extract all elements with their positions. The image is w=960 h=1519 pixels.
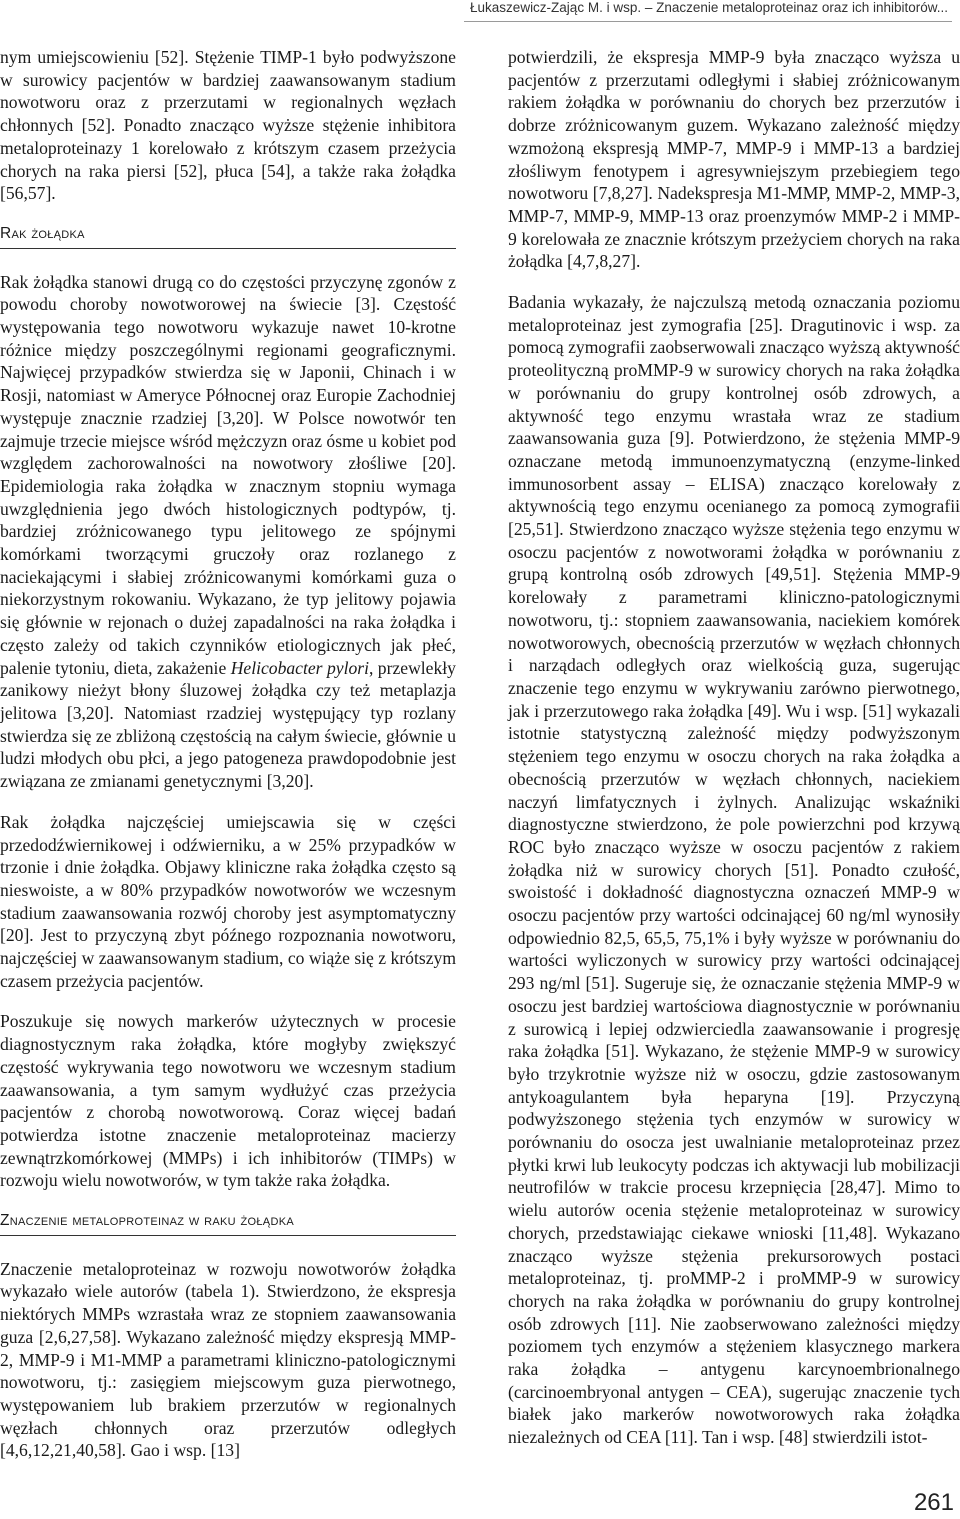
section-heading-text: Rak żołądka — [0, 224, 85, 242]
running-title: Łukaszewicz-Zając M. i wsp. – Znaczenie metaloproteinaz oraz ich inhibitorów... — [470, 0, 948, 15]
paragraph: Poszukuje się nowych markerów użytecznych w procesie diagnostycznym raka żołądka, które mogłyby zwiększyć częstość wykrywania tego nowotworu we wczesnym stadium zaawansowania, a tym samym wydłużyć czas przeżycia pacjentów z chorobą nowotworową. Coraz więcej badań potwierdza istotne znaczenie metaloproteinaz macierzy zewnątrzkomórkowej (MMPs) i ich inhibitorów (TIMPs) w rozwoju wielu nowotworów, w tym także raka żołądka. — [0, 1011, 456, 1191]
section-heading-text: Znaczenie metaloproteinaz w raku żołądka — [0, 1212, 294, 1230]
paragraph: Badania wykazały, że najczulszą metodą oznaczania poziomu metaloproteinaz jest zymografia [25]. Dragutinovic i wsp. za pomocą zymografii zaobserwowali znacząco wyższą aktywność proteolityczną proMMP-9 w surowicy chorych na raka żołądka w porównaniu do grupy kontrolnej osób zdrowych, a aktywność tego enzymu wrastała wraz ze stadium zaawansowania guza [9]. Potwierdzono, że stężenia MMP-9 oznaczane metodą immunoenzymatyczną (enzyme-linked immunosorbent assay – ELISA) znacząco korelowały z aktywnością tego enzymu ocenianego za pomocą zymografii [25,51]. Stwierdzono znacząco wyższe stężenia tego enzymu w osoczu pacjentów z nowotworami żołądka w porównaniu z grupą kontrolną osób zdrowych [49,51]. Stężenia MMP-9 korelowały z parametrami kliniczno-patologicznymi nowotworu, tj.: stopniem zaawansowania, naciekiem komórek nowotworowych, obecnością przerzutów w węzłach chłonnych i narządach odległych oraz wielkością guza, sugerując znaczenie tego enzymu w wykrywaniu zarówno pierwotnego, jak i przerzutowego raka żołądka [49]. Wu i wsp. [51] wykazali istotnie statystyczną zależność między podwyższonym stężeniem tego enzymu w osoczu chorych na raka żołądka a obecnością przerzutów w węzłach chłonnych, naciekiem naczyń limfatycznych i żylnych. Analizując wskaźniki diagnostyczne stwierdzono, że pole powierzchni pod krzywą ROC było znacząco wyższe w osoczu pacjentów z rakiem żołądka niż w surowicy chorych [51]. Ponadto czułość, swoistość i dokładność diagnostyczna oznaczeń MMP-9 w osoczu pacjentów przy wartości odcinającej 60 ng/ml wynosiły odpowiednio 82,5, 65,5, 75,1% i były wyższe w porównaniu do wartości wyliczonych w surowicy przy wartości odcinającej 293 ng/ml [51]. Sugeruje się, że oznaczanie stężenia MMP-9 w osoczu jest bardziej wartościowa diagnostycznie w porównaniu z surowicą i lepiej odzwierciedla zaawansowanie i progresję raka żołądka [51]. Wykazano, że stężenie MMP-9 w surowicy było trzykrotnie wyższe niż w osoczu, gdzie zastosowanym antykoagulantem była heparyna [19]. Przyczyną podwyższonego stężenia tych enzymów w surowicy w porównaniu do osocza jest uwalnianie metaloproteinaz przez płytki krwi lub leukocyty podczas ich aktywacji lub mobilizacji neutrofilów w trakcie procesu krzepnięcia [28,47]. Mimo to wielu autorów ocenia stężenie metaloproteinaz w surowicy chorych, przedstawiając ciekawe wnioski [11,48]. Wykazano znacząco wyższe stężenia prekursorowych postaci metaloproteinaz, tj. proMMP-2 i proMMP-9 w surowicy chorych na raka żołądka w porównaniu do grupy kontrolnej osób zdrowych [11]. Nie zaobserwowano zależności między poziomem tych enzymów a stężeniem klasycznego markera raka żołądka – antygenu karcynoembrionalnego (carcinoembryonal antygen – CEA), sugerując znaczenie tych białek jako markerów nowotworowych raka żołądka niezależnych od CEA [11]. Tan i wsp. [48] stwierdzili istot- — [508, 292, 960, 1448]
left-column — [0, 46, 456, 1480]
paragraph: Znaczenie metaloproteinaz w rozwoju nowotworów żołądka wykazało wiele autorów (tabela 1). Stwierdzono, że ekspresja niektórych MMPs wzrastała wraz ze stopniem zaawansowania guza [2,6,27,58]. Wykazano zależność między ekspresją MMP-2, MMP-9 i M1-MMP a parametrami kliniczno-patologicznymi nowotworu, tj.: zasięgiem miejscowym guza pierwotnego, występowaniem lub brakiem przerzutów w regionalnych węzłach chłonnych oraz przerzutów odległych [4,6,12,21,40,58]. Gao i wsp. [13] — [0, 1258, 456, 1461]
paragraph: nym umiejscowieniu [52]. Stężenie TIMP-1 było podwyższone w surowicy pacjentów w bardziej zaawansowanym stadium nowotworu oraz z przerzutami w regionalnych węzłach chłonnych [52]. Ponadto znacząco wyższe stężenie inhibitora metaloproteinazy 1 korelowało z krótszym czasem przeżycia chorych na raka piersi [52], płuca [54], a także raka żołądka [56,57]. — [0, 47, 456, 204]
paragraph-text: Rak żołądka stanowi drugą co do częstości przyczynę zgonów z powodu choroby nowotworowej na świecie [3]. Częstość występowania tego nowotworu wykazuje nawet 10-krotne różnice między poszczególnymi regionami geograficznymi. Najwięcej przypadków stwierdza się w Japonii, Chinach i w Rosji, natomiast w Ameryce Północnej oraz Europie Zachodniej występuje znacznie rzadziej [3,20]. W Polsce nowotwór ten zajmuje trzecie miejsce wśród mężczyzn oraz ósme u kobiet pod względem zachorowalności na nowotwory złośliwe [20]. Epidemiologia raka żołądka w znacznym stopniu wymaga uwzględnienia jego dwóch histologicznych podtypów, tj. bardziej zróżnicowanego typu jelitowego ze spójnymi komórkami tworzącymi gruczoły oraz rozlanego z naciekającymi i słabiej zróżnicowanymi komórkami guza o niekorzystnym rokowaniu. Wykazano, że typ jelitowy pojawia się głównie w rejonach o dużej zapadalności na raka żołądka i często zależy od takich czynników etiologicznych jak płeć, palenie tytoniu, dieta, zakażenie — [0, 271, 456, 678]
section-heading-rak-zoladka — [0, 223, 456, 249]
paragraph — [0, 271, 456, 793]
paragraph: Rak żołądka najczęściej umiejscawia się w części przedodźwiernikowej i odźwierniku, a w 25% przypadków w trzonie i dnie żołądka. Objawy kliniczne raka żołądka często są nieswoiste, a w 80% przypadków nowotworów we wczesnym stadium zaawansowania rozwój choroby jest asymptomatyczny [20]. Jest to przyczyną zbyt późnego rozpoznania nowotworu, najczęściej w zaawansowanym stadium, co wiąże się z krótszym czasem przeżycia pacjentów. — [0, 811, 456, 991]
paragraph: potwierdzili, że ekspresja MMP-9 była znacząco wyższa u pacjentów z przerzutami odległymi i słabiej zróżnicowanym rakiem żołądka w porównaniu do chorych bez przerzutów i dobrze zróżnicowanym guzem. Wykazano zależność między wzmożoną ekspresją MMP-7, MMP-9 i MMP-13 a bardziej złośliwym fenotypem i agresywniejszym przebiegiem tego nowotworu [7,8,27]. Nadekspresja M1-MMP, MMP-2, MMP-3, MMP-7, MMP-9, MMP-13 oraz proenzymów MMP-2 i MMP-9 korelowała ze znacznie krótszym przeżyciem chorych na raka żołądka [4,7,8,27]. — [508, 47, 960, 272]
running-header — [470, 0, 948, 15]
paragraph-text: , przewlekły zanikowy nieżyt błony śluzowej żołądka czy też metaplazja jelitowa [3,20]. Natomiast rzadziej występujący typ rozlany stwierdza się ze zbliżoną częstością na całym świecie, głównie u ludzi młodych obu płci, a jego patogeneza prawdopodobnie jest związana ze zmianami genetycznymi [3,20]. — [0, 657, 456, 792]
page-number: 261 — [913, 1489, 954, 1516]
section-heading-znaczenie — [0, 1210, 456, 1236]
header-rule — [464, 21, 952, 22]
species-name-italic: Helicobacter pylori — [230, 657, 369, 678]
right-column — [508, 46, 960, 1467]
article-body — [0, 46, 960, 1486]
